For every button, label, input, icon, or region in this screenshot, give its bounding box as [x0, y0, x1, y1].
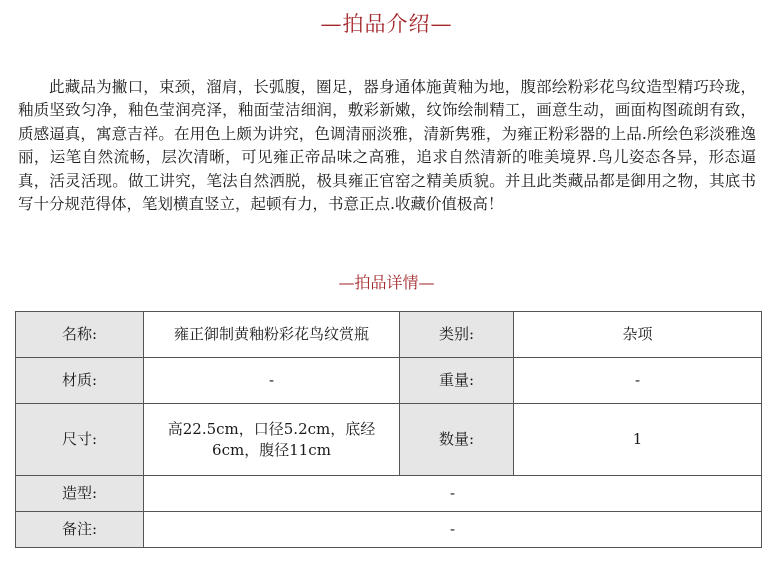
quantity-value: 1: [514, 404, 762, 476]
table-row: [16, 476, 762, 512]
note-value: -: [144, 512, 762, 548]
weight-label: 重量:: [400, 358, 514, 404]
size-label: 尺寸:: [16, 404, 144, 476]
shape-label: 造型:: [16, 476, 144, 512]
table-row: [16, 512, 762, 548]
shape-value: -: [144, 476, 762, 512]
table-row: [16, 358, 762, 404]
intro-paragraph: 此藏品为撇口，束颈，溜肩，长弧腹，圈足，器身通体施黄釉为地，腹部绘粉彩花鸟纹造型精巧玲珑，釉质坚致匀净，釉色莹润亮泽，釉面莹洁细润，敷彩新嫩，纹饰绘制精工，画意生动，画面构图疏朗有致，质感逼真，寓意吉祥。在用色上颇为讲究，色调清丽淡雅，清新隽雅，为雍正粉彩器的上品.所绘色彩淡雅逸丽，运笔自然流畅，层次清晰，可见雍正帝品味之高雅，追求自然清新的唯美境界.鸟儿姿态各异，形态逼真，活灵活现。做工讲究，笔法自然洒脱，极具雍正官窑之精美质貌。并且此类藏品都是御用之物，其底书写十分规范得体，笔划横直竖立，起顿有力，书意正点.收藏价值极高！: [18, 78, 756, 214]
table-row: [16, 312, 762, 358]
section-title-details: —拍品详情—: [338, 273, 435, 292]
note-label: 备注:: [16, 512, 144, 548]
section-title-intro: —拍品介绍—: [320, 12, 453, 36]
weight-value: -: [514, 358, 762, 404]
category-label: 类别:: [400, 312, 514, 358]
size-value: 高22.5cm，口径5.2cm，底经6cm，腹径11cm: [144, 404, 400, 476]
table-row: [16, 404, 762, 476]
category-value: 杂项: [514, 312, 762, 358]
name-value: 雍正御制黄釉粉彩花鸟纹赏瓶: [144, 312, 400, 358]
material-label: 材质:: [16, 358, 144, 404]
material-value: -: [144, 358, 400, 404]
name-label: 名称:: [16, 312, 144, 358]
details-table: [15, 311, 762, 548]
quantity-label: 数量:: [400, 404, 514, 476]
